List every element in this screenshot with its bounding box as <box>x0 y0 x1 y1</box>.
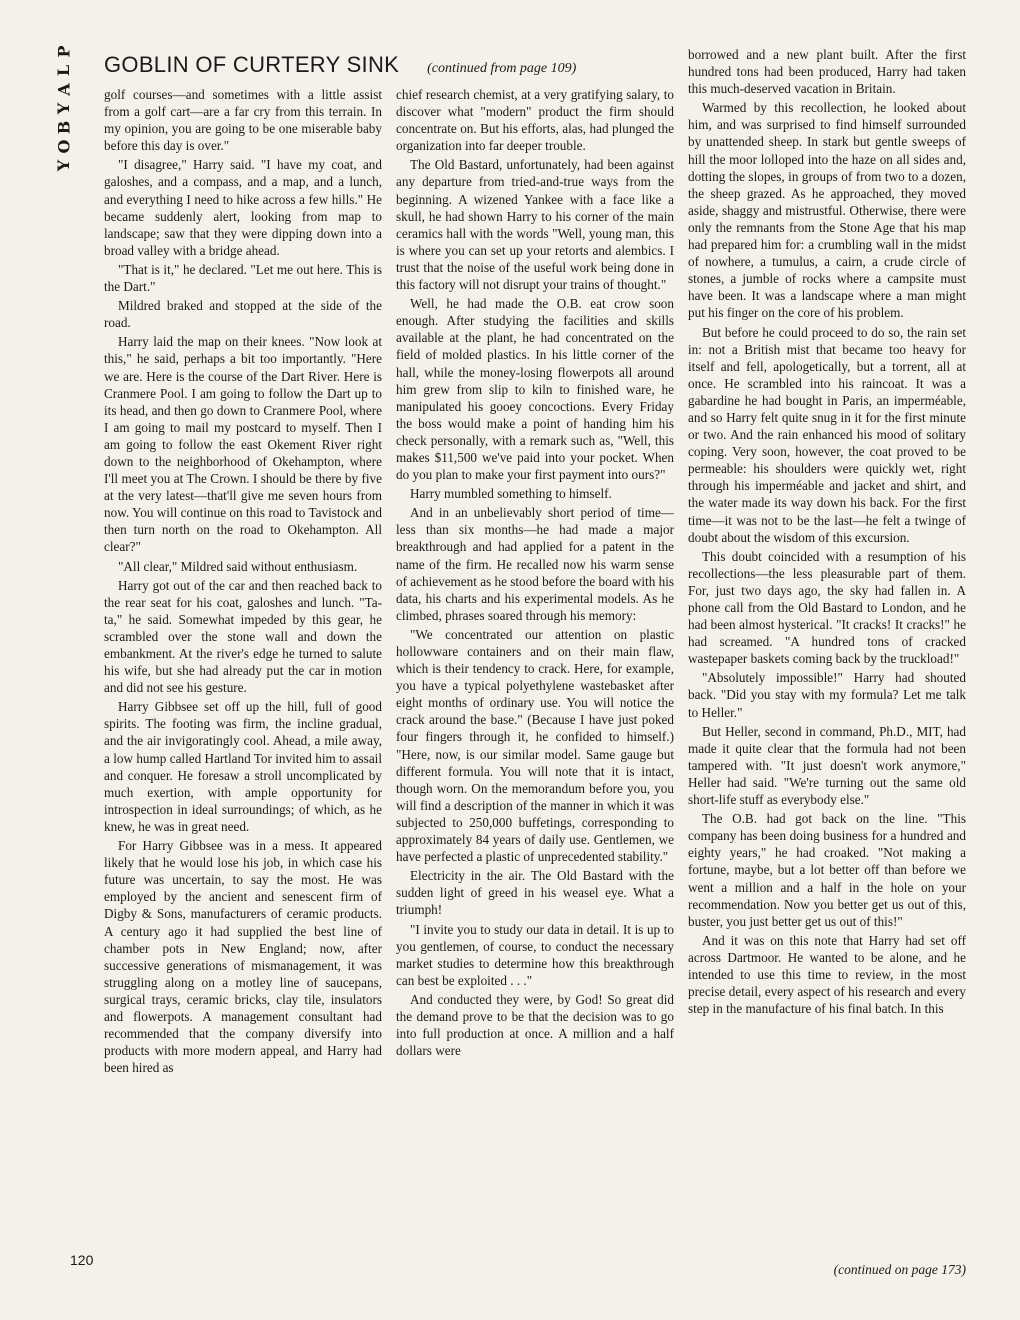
paragraph: And in an unbelievably short period of time—less than six months—he had made a major breakthrough and had applied for a patent in the name of the firm. He recalled now his warm sense of achievement as he stood before the board with his data, his charts and his experimental models. As he climbed, phrases soared through his memory: <box>396 505 674 623</box>
paragraph: And it was on this note that Harry had set off across Dartmoor. He wanted to be alone, and he intended to use this time to review, in the most precise detail, every aspect of his research and every step in the manufacture of his final batch. In this <box>688 932 966 1017</box>
paragraph: Harry got out of the car and then reached back to the rear seat for his coat, galoshes and lunch. "Ta-ta," he said. Somewhat impeded by this gear, he scrambled over the stone wall and down the embankment. At the river's edge he turned to salute his wife, but she had already put the car in motion and did not see his gesture. <box>104 577 382 696</box>
paragraph: Mildred braked and stopped at the side of the road. <box>104 298 382 331</box>
paragraph: This doubt coincided with a resumption of his recollections—the less pleasurable part of them. For, just two days ago, the sky had fallen in. A phone call from the Old Bastard to London, and he had been almost hysterical. "It cracks! It cracks!" he had screamed. "A hundred tons of cracked wastepaper baskets coming back by the truckload!" <box>688 548 966 667</box>
magazine-name-vertical <box>52 42 76 175</box>
paragraph: And conducted they were, by God! So great did the demand prove to be that the decision was to go into full production at once. A million and a half dollars were <box>396 991 674 1059</box>
paragraph: "I invite you to study our data in detail. It is up to you gentlemen, of course, to conduct the necessary market studies to determine how this breakthrough can best be exploited . . ." <box>396 921 674 988</box>
continued-on-note: (continued on page 173) <box>833 1262 966 1277</box>
article-title: GOBLIN OF CURTERY SINK <box>104 52 400 77</box>
paragraph: Warmed by this recollection, he looked about him, and was surprised to find himself surrounded by unattended sheep. In stark but gentle sweeps of hill the moor lolloped into the haze on all sides and, dotting the slopes, in groups of from two to a dozen, the sheep grazed. As he approached, they moved aside, shaggy and mistrustful. Otherwise, there were only the remnants from the Stone Age that his map had prepared him for: a crumbling wall in the midst of nowhere, a tumulus, a cairn, a crude circle of stones, a jumble of rocks where a campsite must have been. It was a landscape where a man might put his finger on the core of his problem. <box>688 100 966 321</box>
text-column-1 <box>104 86 382 1078</box>
paragraph: Harry laid the map on their knees. "Now look at this," he said, perhaps a bit too importantly. "Here we are. Here is the course of the Dart River. Here is Cranmere Pool. I am going to follow the Dart up to its head, and then go down to Cranmere Pool, where I am going to mail my postcard to myself. Then I am going to follow the east Okement River right down to the neighborhood of Okehampton, where I'll meet you at The Crown. I should be there by five at the very latest—that'll give me seven hours from now. You will continue on this road to Tavistock and then turn north on the road to Okehampton. All clear?" <box>104 334 382 555</box>
paragraph: Harry Gibbsee set off up the hill, full of good spirits. The footing was firm, the incline gradual, and the air invigoratingly cool. Ahead, a mile away, a low hump called Hartland Tor invited him to assail and conquer. He foresaw a stroll uncomplicated by much exertion, with ample opportunity for introspection in ideal surroundings; of which, as he knew, he was in great need. <box>104 699 382 834</box>
sidebar-letter: P <box>54 45 74 58</box>
article-header <box>104 52 684 78</box>
sidebar-letter: Y <box>54 102 74 115</box>
text-column-2 <box>396 86 674 1061</box>
paragraph: Electricity in the air. The Old Bastard with the sudden light of greed in his weasel eye. What a triumph! <box>396 868 674 918</box>
sidebar-letter: Y <box>54 159 74 172</box>
paragraph: The Old Bastard, unfortunately, had been against any departure from tried-and-true ways from the beginning. A wizened Yankee with a face like a skull, he had shown Harry to his corner of the main ceramics hall with the words "Well, young man, this is where you can set up your retorts and alembics. I trust that the noise of the useful work being done in this factory will not disrupt your trains of thought." <box>396 157 674 293</box>
paragraph: "Absolutely impossible!" Harry had shouted back. "Did you stay with my formula? Let me talk to Heller." <box>688 670 966 720</box>
sidebar-letter: O <box>54 139 74 154</box>
sidebar-letter: B <box>54 120 74 135</box>
paragraph: Well, he had made the O.B. eat crow soon enough. After studying the facilities and skills available at the plant, he had concentrated on the field of molded plastics. In his little corner of the hall, while the money-losing flowerpots all around him grew from slip to kiln to finished ware, he manipulated his gooey concoctions. Every Friday the boss would make a point of handing him his check personally, with a remark such as, "Well, this makes $11,500 we've paid into your pocket. When do you plan to make your first payment into ours?" <box>396 296 674 483</box>
sidebar-letter: A <box>54 83 74 96</box>
paragraph: Harry mumbled something to himself. <box>410 486 612 502</box>
paragraph: The O.B. had got back on the line. "This company has been doing business for a hundred and eighty years," he had croaked. "Not making a fortune, maybe, but a lot better off than before we went a million and a half in the hole on your recommendation. Now you better get us out of this, buster, you just better get us out of this!" <box>688 811 966 929</box>
paragraph: For Harry Gibbsee was in a mess. It appeared likely that he would lose his job, in which case his future was uncertain, to say the most. He was employed by the ancient and senescent firm of Digby & Sons, manufacturers of ceramic products. A century ago it had supplied the best line of chamber pots in New England; now, after successive generations of mismanagement, it was struggling along on a motley line of saucepans, surgical trays, ceramic bricks, clay tile, insulators and flowerpots. A management consultant had recommended that the company diversify into products with more modern appeal, and Harry had been hired as <box>104 838 382 1076</box>
continued-from-note: (continued from page 109) <box>427 61 577 76</box>
paragraph: golf courses—and sometimes with a little assist from a golf cart—are a far cry from this terrain. In my opinion, you are going to be one miserable baby before this day is over." <box>104 87 382 154</box>
page-number: 120 <box>70 1252 94 1268</box>
paragraph: "I disagree," Harry said. "I have my coat, and galoshes, and a compass, and a map, and a lunch, and everything I need to hike across a few hills." He became suddenly alert, looking from map to landscape; saw that they were dipping down into a broad valley with a bridge ahead. <box>104 157 382 258</box>
paragraph: But before he could proceed to do so, the rain set in: not a British mist that became too heavy for itself and fell, apologetically, but a torrent, all at once. He scrambled into his raincoat. It was a gabardine he had bought in Paris, an imperméable, and so Harry felt quite snug in it for the first minute or two. And the rain enhanced his mood of solitary coping. Very soon, however, the coat proved to be permeable: his shoulders were quickly wet, right through his imperméable and jacket and shirt, and the water made its way down his back. For the first time—it was not to be the last—he felt a twinge of doubt about the wisdom of this excursion. <box>688 324 966 545</box>
paragraph: borrowed and a new plant built. After the first hundred tons had been produced, Harry had taken this much-deserved vacation in Britain. <box>688 47 966 97</box>
paragraph: "That is it," he declared. "Let me out here. This is the Dart." <box>104 261 382 295</box>
text-column-3 <box>688 46 966 1019</box>
sidebar-letter: L <box>54 64 74 77</box>
paragraph: "All clear," Mildred said without enthusiasm. <box>118 558 358 574</box>
paragraph: "We concentrated our attention on plastic hollowware containers and on their main flaw, which is their tendency to crack. Here, for example, you have a typical polyethylene wastebasket after eight months of ordinary use. You will notice the crack around the base." (Because I have just poked four fingers through it, he confided to himself.) "Here, now, is our similar model. Same gauge but different formula. You will note that it is intact, though worn. On the memorandum before you, you will find a description of the manner in which it was subjected to 250,000 buffetings, corresponding to approximately 84 years of daily use. Gentlemen, we have perfected a plastic of unprecedented stability." <box>396 626 674 865</box>
paragraph: But Heller, second in command, Ph.D., MIT, had made it quite clear that the formula had not been tampered with. "It just doesn't work anymore," Heller had said. "We're turning out the same old short-life stuff as everybody else." <box>688 723 966 808</box>
paragraph: chief research chemist, at a very gratifying salary, to discover what "modern" product the firm should concentrate on. But his efforts, alas, had plunged the organization into far deeper trouble. <box>396 87 674 154</box>
